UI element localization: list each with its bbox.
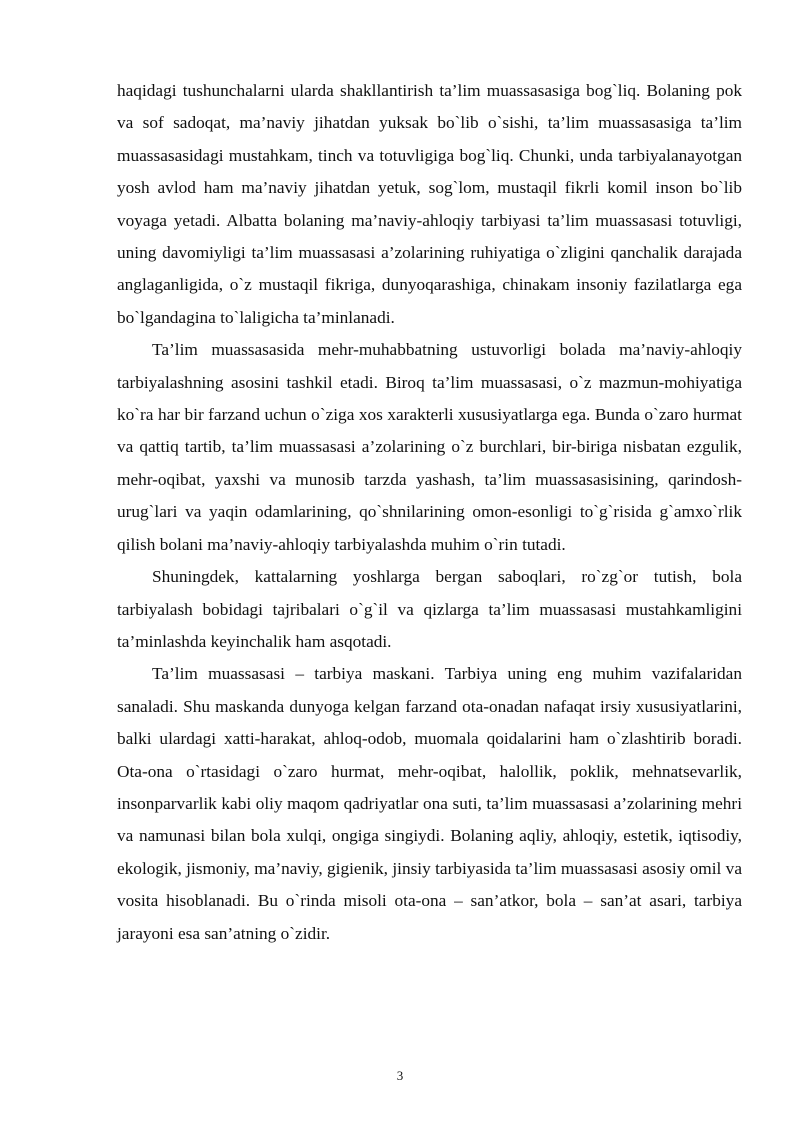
paragraph-3: Shuningdek, kattalarning yoshlarga bergan saboqlari, ro`zg`or tutish, bola tarbiyalash bobidagi tajribalari o`g`il va qizlarga ta’lim muassasasi mustahkamligini ta’minlashda keyinchalik ham asqotadi. xyxy=(117,567,742,651)
page-number: 3 xyxy=(396,1068,404,1083)
paragraph-4: Ta’lim muassasasi – tarbiya maskani. Tarbiya uning eng muhim vazifalaridan sanaladi. Shu maskanda dunyoga kelgan farzand ota-onadan nafaqat irsiy xususiyatlarini, balki ulardagi xatti-harakat, ahloq-odob, muomala qoidalarini ham o`zlashtirib boradi. Ota-ona o`rtasidagi o`zaro hurmat, mehr-oqibat, halollik, poklik, mehnatsevarlik, insonparvarlik kabi oliy maqom qadriyatlar ona suti, ta’lim muassasasi a’zolarining mehri va namunasi bilan bola xulqi, ongiga singiydi. Bolaning aqliy, ahloqiy, estetik, iqtisodiy, ekologik, jismoniy, ma’naviy, gigienik, jinsiy tarbiyasida ta’lim muassasasi asosiy omil va vosita hisoblanadi. Bu o`rinda misoli ota-ona – san’atkor, bola – san’at asari, tarbiya jarayoni esa san’atning o`zidir. xyxy=(117,664,742,943)
paragraph-2: Ta’lim muassasasida mehr-muhabbatning ustuvorligi bolada ma’naviy-ahloqiy tarbiyalashning asosini tashkil etadi. Biroq ta’lim muassasasi, o`z mazmun-mohiyatiga ko`ra har bir farzand uchun o`ziga xos xarakterli xususiyatlarga ega. Bunda o`zaro hurmat va qattiq tartib, ta’lim muassasasi a’zolarining o`z burchlari, bir-biriga nisbatan ezgulik, mehr-oqibat, yaxshi va munosib tarzda yashash, ta’lim muassasasisining, qarindosh-urug`lari va yaqin odamlarining, qo`shnilarining omon-esonligi to`g`risida g`amxo`rlik qilish bolani ma’naviy-ahloqiy tarbiyalashda muhim o`rin tutadi. xyxy=(117,340,742,554)
document-page xyxy=(117,75,742,950)
paragraph-1: haqidagi tushunchalarni ularda shakllantirish ta’lim muassasasiga bog`liq. Bolaning pok va sof sadoqat, ma’naviy jihatdan yuksak bo`lib o`sishi, ta’lim muassasasiga ta’lim muassasasidagi mustahkam, tinch va totuvligiga bog`liq. Chunki, unda tarbiyalanayotgan yosh avlod ham ma’naviy jihatdan yetuk, sog`lom, mustaqil fikrli komil inson bo`lib voyaga yetadi. Albatta bolaning ma’naviy-ahloqiy tarbiyasi ta’lim muassasasi totuvligi, uning davomiyligi ta’lim muassasasi a’zolarining ruhiyatiga o`zligini qanchalik darajada anglaganligida, o`z mustaqil fikriga, dunyoqarashiga, chinakam insoniy fazilatlarga ega bo`lgandagina to`laligicha ta’minlanadi. xyxy=(117,81,742,327)
